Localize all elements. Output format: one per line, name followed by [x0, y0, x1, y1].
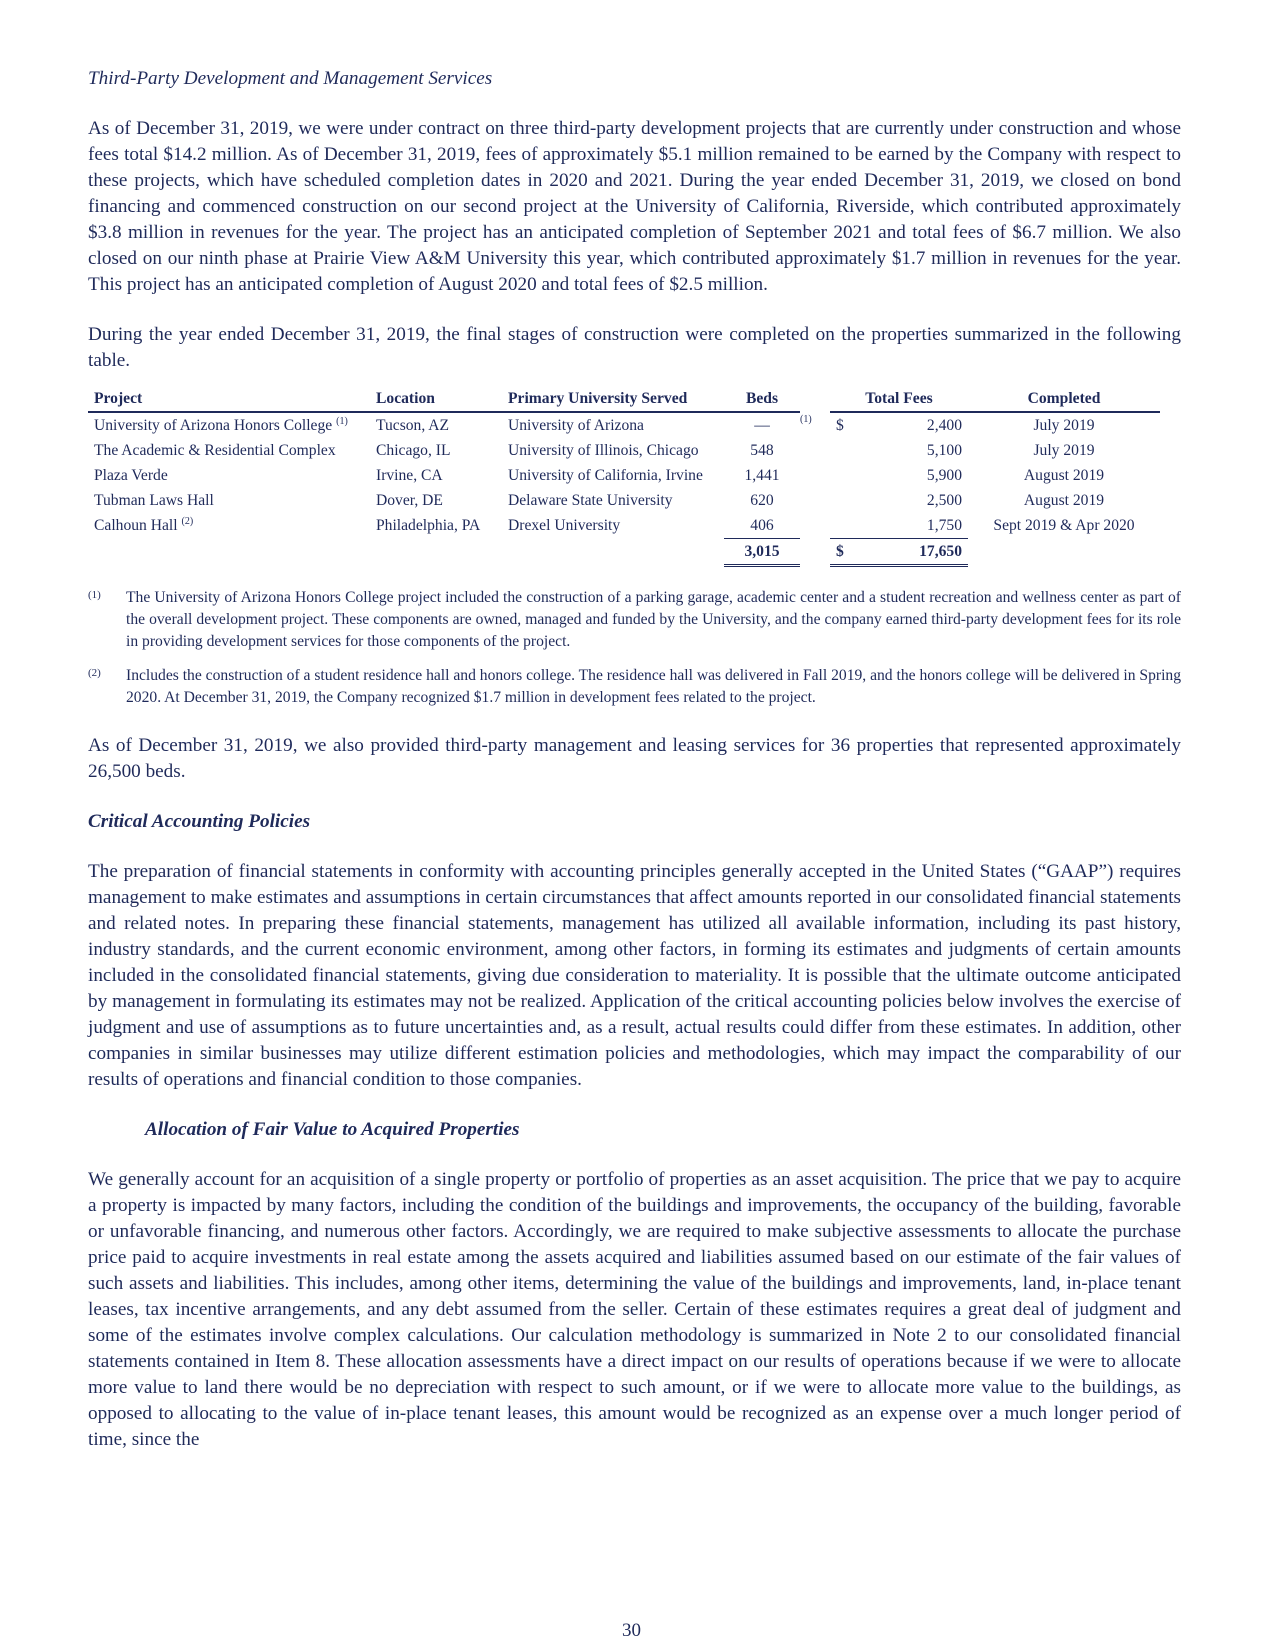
col-header-fees: Total Fees: [830, 386, 968, 412]
critical-accounting-heading: Critical Accounting Policies: [88, 811, 311, 832]
cell-beds: —: [754, 416, 770, 434]
cell-fees: 2,500: [926, 491, 962, 509]
total-fees: 17,650: [850, 539, 968, 566]
allocation-heading: Allocation of Fair Value to Acquired Properties: [145, 1119, 520, 1140]
total-beds: 3,015: [724, 539, 800, 566]
cell-fees: 2,400: [926, 416, 962, 434]
page-number: 30: [622, 1620, 641, 1641]
cell-completed: Sept 2019 & Apr 2020: [993, 516, 1135, 534]
cell-location: Chicago, IL: [376, 441, 451, 459]
col-header-beds: Beds: [724, 386, 800, 412]
col-header-completed: Completed: [968, 386, 1160, 412]
table-header-row: [88, 386, 1160, 412]
cell-fees: 5,900: [926, 466, 962, 484]
section-heading: Third-Party Development and Management Services: [88, 68, 493, 89]
page-content: [88, 66, 1181, 1453]
cell-university: Delaware State University: [508, 491, 673, 509]
footnote-text: Includes the construction of a student residence hall and honors college. The residence hall was delivered in Fall 2019, and the honors college will be delivered in Spring 2020. At December 31, 2019, the Company recognized $1.7 million in development fees related to the project.: [126, 667, 1182, 706]
cell-currency: $: [836, 416, 844, 434]
cell-project: University of Arizona Honors College $^{(1)}$: [94, 415, 348, 434]
cell-completed: July 2019: [1033, 441, 1095, 459]
footnote-2: [88, 665, 1181, 709]
footnote-ref: (2): [181, 515, 194, 527]
cell-beds: 548: [750, 441, 774, 459]
footnote-text: The University of Arizona Honors College project included the construction of a parking garage, academic center and a student recreation and wellness center as part of the overall development project. These components are owned, managed and funded by the University, and the company earned third-party development fees for its role in providing development services for those components of the project.: [126, 589, 1181, 650]
footnote-ref: (1): [336, 415, 348, 427]
cell-project: The Academic & Residential Complex: [94, 441, 336, 459]
table-total-row: [88, 539, 1160, 566]
cell-university: University of Arizona: [508, 416, 644, 434]
table-row: [88, 438, 1160, 463]
paragraph-contracts: As of December 31, 2019, we were under contract on three third-party development projects that are currently under construction and whose fees total $14.2 million. As of December 31, 2019, fees of approximately $5.1 million remained to be earned by the Company with respect to these projects, which have scheduled completion dates in 2020 and 2021. During the year ended December 31, 2019, we closed on bond financing and commenced construction on our second project at the University of California, Riverside, which contributed approximately $3.8 million in revenues for the year. The project has an anticipated completion of September 2021 and total fees of $6.7 million. We also closed on our ninth phase at Prairie View A&M University this year, which contributed approximately $1.7 million in revenues for the year. This project has an anticipated completion of August 2020 and total fees of $2.5 million.: [88, 118, 1181, 295]
cell-location: Dover, DE: [376, 491, 443, 509]
cell-fees: 5,100: [926, 441, 962, 459]
cell-completed: August 2019: [1023, 491, 1105, 509]
footnote-ref: (1): [800, 414, 812, 425]
col-gap: [800, 386, 830, 412]
paragraph-table-intro: During the year ended December 31, 2019, the final stages of construction were completed on the properties summarized in the following table.: [88, 324, 1181, 371]
table-row: [88, 463, 1160, 488]
footnote-1: [88, 587, 1181, 653]
cell-completed: July 2019: [1033, 416, 1095, 434]
paragraph-critical-policies: The preparation of financial statements in conformity with accounting principles generally accepted in the United States (“GAAP”) requires management to make estimates and assumptions in certain circumstances that affect amounts reported in our consolidated financial statements and related notes. In preparing these financial statements, management has utilized all available information, including its past history, industry standards, and the current economic environment, among other factors, in forming its estimates and judgments of certain amounts included in the consolidated financial statements, giving due consideration to materiality. It is possible that the ultimate outcome anticipated by management in formulating its estimates may not be realized. Application of the critical accounting policies below involves the exercise of judgment and use of assumptions as to future uncertainties and, as a result, actual results could differ from these estimates. In addition, other companies in similar businesses may utilize different estimation policies and methodologies, which may impact the comparability of our results of operations and financial condition to those companies.: [88, 861, 1181, 1090]
cell-location: Tucson, AZ: [376, 416, 450, 434]
completed-projects-table: [88, 386, 1160, 567]
cell-completed: August 2019: [1023, 466, 1105, 484]
cell-university: University of Illinois, Chicago: [508, 441, 699, 459]
col-header-location: Location: [370, 386, 502, 412]
cell-location: Irvine, CA: [376, 466, 443, 484]
cell-beds: 1,441: [744, 466, 780, 484]
paragraph-allocation: We generally account for an acquisition of a single property or portfolio of properties as an asset acquisition. The price that we pay to acquire a property is impacted by many factors, including the condition of the buildings and improvements, the occupancy of the building, favorable or unfavorable financing, and numerous other factors. Accordingly, we are required to make subjective assessments to allocate the purchase price paid to acquire investments in real estate among the assets acquired and liabilities assumed based on our estimate of the fair values of such assets and liabilities. This includes, among other items, determining the value of the buildings and improvements, land, in-place tenant leases, tax incentive arrangements, and any debt assumed from the seller. Certain of these estimates requires a great deal of judgment and some of the estimates involve complex calculations. Our calculation methodology is summarized in Note 2 to our consolidated financial statements contained in Item 8. These allocation assessments have a direct impact on our results of operations because if we were to allocate more value to land there would be no depreciation with respect to such amount, or if we were to allocate more value to the buildings, as opposed to allocating to the value of in-place tenant leases, this amount would be recognized as an expense over a much longer period of time, since the: [88, 1169, 1181, 1450]
table-row: [88, 513, 1160, 539]
cell-project: Plaza Verde: [94, 466, 168, 484]
cell-project: Calhoun Hall $^{(2)}$: [94, 515, 194, 534]
cell-university: University of California, Irvine: [508, 466, 703, 484]
paragraph-management-services: As of December 31, 2019, we also provided third-party management and leasing services for 36 properties that represented approximately 26,500 beds.: [88, 735, 1181, 782]
cell-university: Drexel University: [508, 516, 621, 534]
col-header-project: Project: [88, 386, 370, 412]
cell-beds: 406: [750, 516, 774, 534]
table-row: [88, 412, 1160, 438]
footnote-mark: (1): [88, 589, 101, 601]
cell-beds: 620: [750, 491, 774, 509]
cell-location: Philadelphia, PA: [376, 516, 481, 534]
col-header-university: Primary University Served: [502, 386, 724, 412]
cell-project: Tubman Laws Hall: [94, 491, 214, 509]
total-currency: $: [830, 539, 850, 566]
cell-fees: 1,750: [926, 516, 962, 534]
table-row: [88, 488, 1160, 513]
footnote-mark: (2): [88, 667, 101, 679]
